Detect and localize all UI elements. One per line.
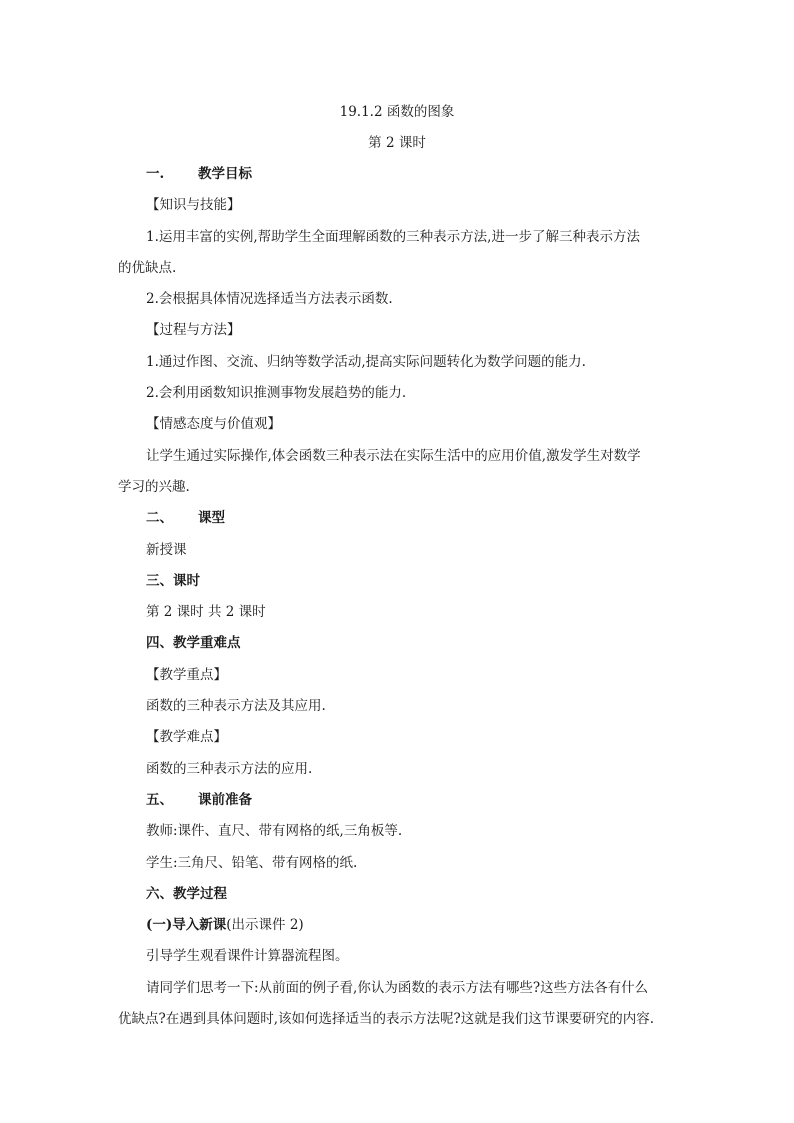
process-question-line1: 请同学们思考一下:从前面的例子看,你认为函数的表示方法有哪些?这些方法各有什么 [146,980,649,996]
attitude-values-header: 【情感态度与价值观】 [146,416,281,432]
section-heading-lesson-time: 三、课时 [146,573,200,589]
process-step1-note: (出示课件 2) [226,917,304,933]
preparation-student: 学生:三角尺、铅笔、带有网格的纸. [146,855,358,871]
process-step1 [146,915,304,935]
section-number: 一. [146,166,165,182]
process-question-line2: 优缺点?在遇到具体问题时,该如何选择适当的表示方法呢?这就是我们这节课要研究的内容. [118,1011,655,1027]
section-heading-preparation [146,790,252,810]
knowledge-skills-header: 【知识与技能】 [146,197,241,213]
section-number: 五、 [146,792,173,808]
process-method-header: 【过程与方法】 [146,322,241,338]
objective-p1: 1.通过作图、交流、归纳等数学活动,提高实际问题转化为数学问题的能力. [146,354,586,370]
objective-k1-line2: 的优缺点. [118,260,177,276]
section-label: 课型 [198,510,225,526]
objective-k1-line1: 1.运用丰富的实例,帮助学生全面理解函数的三种表示方法,进一步了解三种表示方法 [146,229,640,245]
document-subtitle: 第 2 课时 [368,135,426,151]
teaching-difficulty-header: 【教学难点】 [146,729,227,745]
teaching-focus-text: 函数的三种表示方法及其应用. [146,698,326,714]
teaching-focus-header: 【教学重点】 [146,667,227,683]
document-title: 19.1.2 函数的图象 [339,104,455,120]
process-step1-title: (一)导入新课 [146,917,227,933]
objective-a1-line2: 学习的兴趣. [118,479,190,495]
teaching-difficulty-text: 函数的三种表示方法的应用. [146,761,313,777]
section-number: 二、 [146,510,173,526]
objective-k2: 2.会根据具体情况选择适当方法表示函数. [146,291,393,307]
preparation-teacher: 教师:课件、直尺、带有网格的纸,三角板等. [146,823,403,839]
lesson-time-value: 第 2 课时 共 2 课时 [146,604,266,620]
section-heading-key-points: 四、教学重难点 [146,635,241,651]
objective-p2: 2.会利用函数知识推测事物发展趋势的能力. [146,385,407,401]
section-label: 教学目标 [198,166,252,182]
section-heading-objectives [146,164,252,184]
section-heading-process: 六、教学过程 [146,886,227,902]
section-heading-lesson-type [146,508,225,528]
process-intro: 引导学生观看课件计算器流程图。 [146,948,349,964]
section-label: 课前准备 [198,792,252,808]
lesson-type-value: 新授课 [146,542,187,558]
objective-a1-line1: 让学生通过实际操作,体会函数三种表示法在实际生活中的应用价值,激发学生对数学 [146,448,641,464]
